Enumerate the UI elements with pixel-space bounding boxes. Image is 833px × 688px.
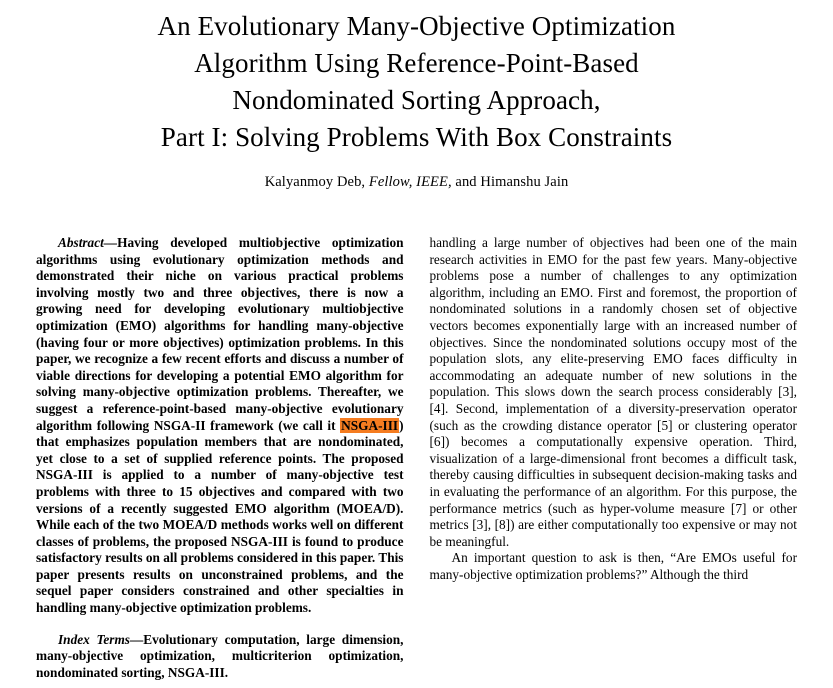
author-conjunction: and (455, 174, 477, 190)
index-terms-paragraph (36, 632, 404, 682)
title-line-2: Algorithm Using Reference-Point-Based (194, 48, 639, 78)
right-column (430, 235, 798, 681)
two-column-body (36, 235, 797, 681)
right-paragraph-1: handling a large number of objectives had been one of the main research activities in EMO for the past few years. Many-objective problems pose a number of challenges to any optimization algorithm, including an EMO. First and foremost, the proportion of nondominated solutions in a randomly chosen set of objective vectors becomes exponentially large with an increased number of objectives. Since the nondominated solutions occupy most of the population slots, any elite-preserving EMO faces difficulty in accommodating an adequate number of new solutions in the population. This slows down the search process considerably [3], [4]. Second, implementation of a diversity-preservation operator (such as the crowding distance operator [5] or clustering operator [6]) becomes a computationally expensive operation. Third, visualization of a large-dimensional front becomes a difficult task, thereby causing difficulties in subsequent decision-making tasks and in evaluating the performance of an algorithm. For this purpose, the performance metrics (such as hyper-volume measure [7] or other metrics [3], [8]) are either computationally too expensive or may not be meaningful. (429, 235, 797, 549)
index-terms-text: Evolutionary computation, large dimension, many-objective optimization, multicriterion optimization, nondominated sorting, NSGA-III. (36, 631, 404, 680)
page-title (36, 6, 797, 156)
abstract-paragraph (36, 235, 404, 617)
abstract-lead: Abstract— (58, 235, 118, 250)
author-name-1: Kalyanmoy Deb, (264, 174, 366, 190)
title-line-3: Nondominated Sorting Approach, (232, 85, 601, 115)
title-line-4: Part I: Solving Problems With Box Constraints (160, 122, 673, 152)
abstract-text-before: Having developed multiobjective optimization algorithms using evolutionary optimization methods and demonstrated their niche on various practical problems involving mostly two and three objectives, there is now a growing need for developing evolutionary multiobjective optimization (EMO) algorithms for handling many-objective (having four or more objectives) optimization problems. In this paper, we recognize a few recent efforts and discuss a number of viable directions for developing a potential EMO algorithm for solving many-objective optimization problems. Thereafter, we suggest a reference-point-based many-objective evolutionary algorithm following NSGA-II framework (we call it (36, 235, 404, 433)
left-column (36, 235, 404, 681)
title-line-1: An Evolutionary Many-Objective Optimization (157, 11, 676, 41)
author-line (36, 174, 797, 191)
abstract-highlight: NSGA-III (341, 417, 399, 433)
author-affiliation-1: Fellow, IEEE, (368, 174, 452, 190)
right-paragraph-2: An important question to ask is then, “Are EMOs useful for many-objective optimization problems?” Although the third (429, 550, 797, 582)
author-name-2: Himanshu Jain (480, 174, 569, 190)
abstract-text-after: ) that emphasizes population members that are nondominated, yet close to a set of supplied reference points. The proposed NSGA-III is applied to a number of many-objective test problems with three to 15 objectives and compared with two versions of a recently suggested EMO algorithm (MOEA/D). While each of the two MOEA/D methods works well on different classes of problems, the proposed NSGA-III is found to produce satisfactory results on all problems considered in this paper. This paper presents results on unconstrained problems, and the sequel paper considers constrained and other specialties in handling many-objective optimization problems. (36, 417, 404, 616)
index-terms-lead: Index Terms— (58, 631, 144, 647)
